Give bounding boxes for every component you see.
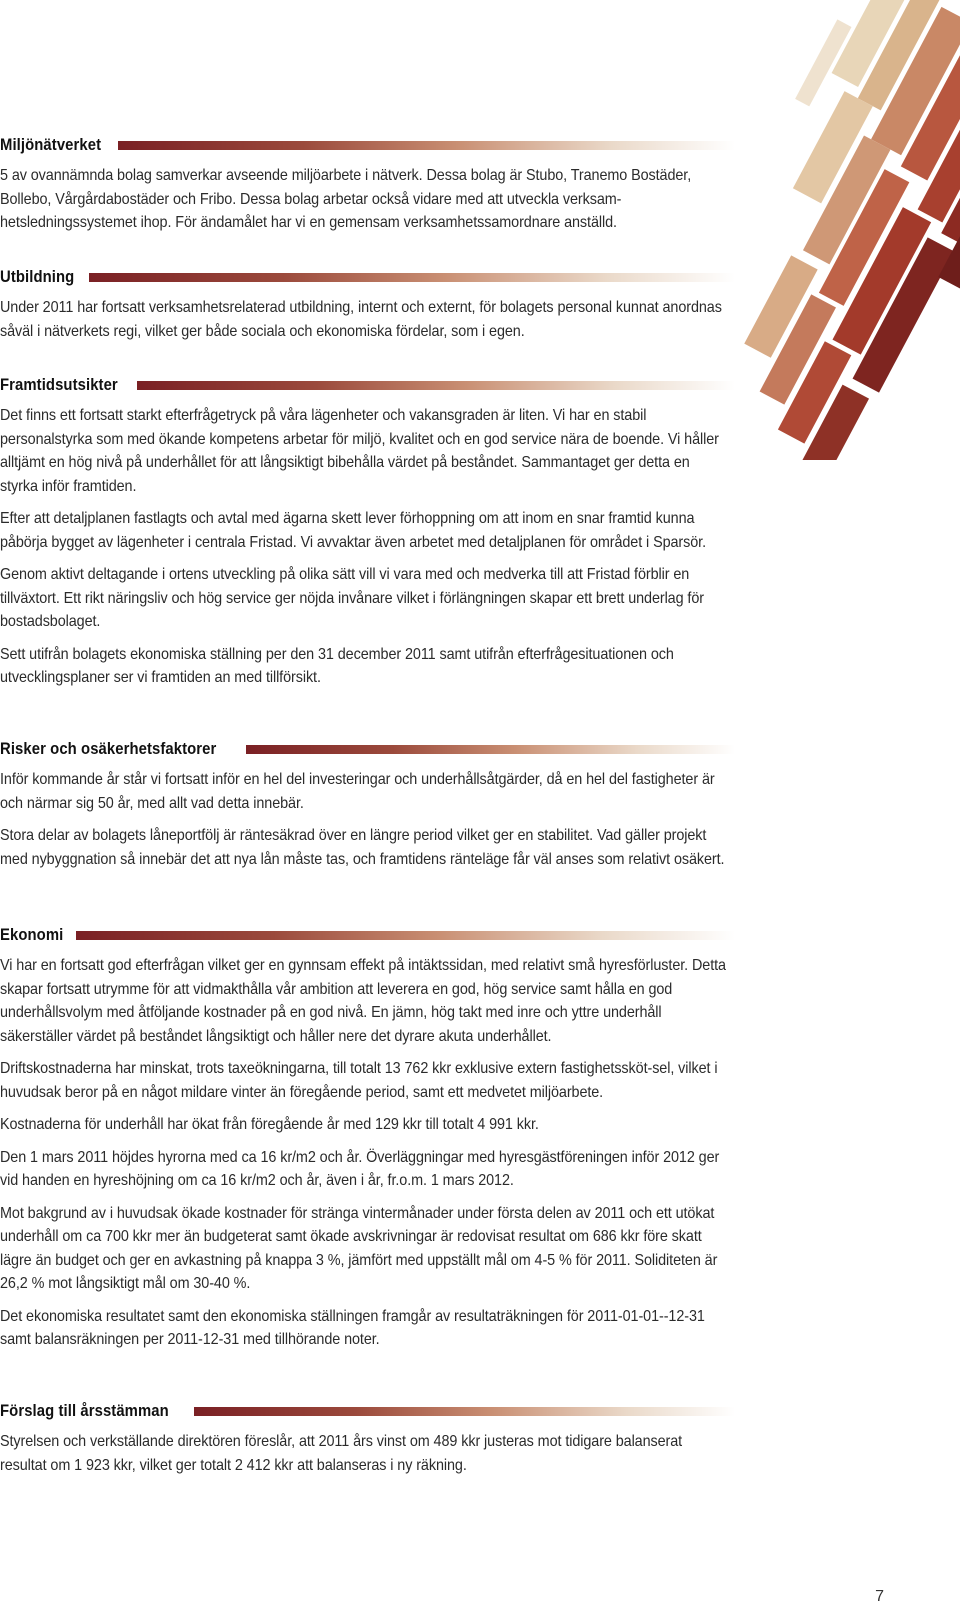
section-title: Risker och osäkerhetsfaktorer	[0, 739, 217, 758]
section-framtidsutsikter	[0, 374, 735, 699]
section-heading	[0, 924, 735, 946]
section-title: Framtidsutsikter	[0, 375, 118, 394]
bricks-illustration	[740, 0, 960, 460]
section-ekonomi	[0, 924, 735, 1361]
heading-gradient-bar	[118, 141, 735, 150]
paragraph: 5 av ovannämnda bolag samverkar avseende miljöarbete i nätverk. Dessa bolag är Stubo, Tranemo Bostäder, Bollebo, Vårgårdabostäder och Fribo. Dessa bolag arbetar också vidare med att utveckla verksam-hetsledningssystemet ihop. För ändamålet har vi en gemensam verksamhetssamordnare anställd.	[0, 167, 692, 231]
paragraph: Driftskostnaderna har minskat, trots taxeökningarna, till totalt 13 762 kkr exklusive extern fastighetssköt-sel, vilket i huvudsak beror på en något mildare vinter än föregående period, samt ett medvetet miljöarbete.	[0, 1060, 718, 1101]
section-title: Förslag till årsstämman	[0, 1401, 169, 1420]
paragraph: Styrelsen och verkställande direktören föreslår, att 2011 års vinst om 489 kkr justeras mot tidigare balanserat resultat om 1 923 kkr, vilket ger totalt 2 412 kkr att balanseras i ny räkning.	[0, 1433, 683, 1474]
section-title: Ekonomi	[0, 925, 64, 944]
heading-gradient-bar	[76, 931, 735, 940]
paragraph: Genom aktivt deltagande i ortens utveckling på olika sätt vill vi vara med och medverka till att Fristad förblir en tillväxtort. Ett rikt näringsliv och hög service ger nöjda invånare vilket i förlängningen skapar ett brett underlag för bostadsbolaget.	[0, 566, 704, 630]
section-heading	[0, 738, 735, 760]
paragraph: Vi har en fortsatt god efterfrågan vilket ger en gynnsam effekt på intäktssidan, med relativt små hyresförluster. Detta skapar fortsatt utrymme för att vidmakthålla vår ambition att leverera en god, hög service samt hålla en god underhållsvolym med åtföljande kostnader på en god nivå. En jämn, hög takt med inre och yttre underhåll säkerställer värdet på beståndet långsiktigt och håller nere det dyrare akuta underhållet.	[0, 957, 726, 1045]
paragraph: Det ekonomiska resultatet samt den ekonomiska ställningen framgår av resultaträkningen för 2011-01-01--12-31 samt balansräkningen per 2011-12-31 med tillhörande noter.	[0, 1307, 705, 1348]
paragraph: Inför kommande år står vi fortsatt inför en hel del investeringar och underhållsåtgärder, då en hel del fastigheter är och närmar sig 50 år, med allt vad detta innebär.	[0, 771, 715, 812]
section-heading	[0, 1400, 735, 1422]
paragraph: Kostnaderna för underhåll har ökat från föregående år med 129 kkr till totalt 4 991 kkr.	[0, 1116, 539, 1133]
section-forslag	[0, 1400, 735, 1486]
paragraph: Sett utifrån bolagets ekonomiska ställning per den 31 december 2011 samt utifrån efterfrågesituationen och utvecklingsplaner ser vi framtiden an med tillförsikt.	[0, 645, 674, 686]
section-miljonatverket	[0, 134, 735, 244]
paragraph: Den 1 mars 2011 höjdes hyrorna med ca 16 kr/m2 och år. Överläggningar med hyresgästföreningen inför 2012 ger vid handen en hyreshöjning om ca 16 kr/m2 och år, även i år, fr.o.m. 1 mars 2012.	[0, 1148, 720, 1189]
heading-gradient-bar	[246, 745, 735, 754]
heading-gradient-bar	[194, 1407, 735, 1416]
paragraph: Mot bakgrund av i huvudsak ökade kostnader för stränga vintermånader under första delen av 2011 och ett utökat underhåll om ca 700 kkr mer än budgeterat samt ökade avskrivningar är redovisat resultat om 686 kkr före skatt lägre än budget och ger en avkastning på knappa 3 %, jämfört med uppställt mål om 4-5 % för 2011. Soliditeten är 26,2 % mot långsiktigt mål om 30-40 %.	[0, 1204, 718, 1292]
paragraph: Efter att detaljplanen fastlagts och avtal med ägarna skett lever förhoppning om att inom en snar framtid kunna påbörja bygget av lägenheter i centrala Fristad. Vi avvaktar även arbetet med detaljplanen för området i Sparsör.	[0, 510, 706, 551]
paragraph: Det finns ett fortsatt starkt efterfrågetryck på våra lägenheter och vakansgraden är liten. Vi har en stabil personalstyrka som med ökande kompetens arbetar för miljö, kvalitet och en god service nära de boende. Vi håller alltjämt en hög nivå på underhållet för att långsiktigt bibehålla värdet på beståndet. Sammantaget ger detta en styrka inför framtiden.	[0, 407, 719, 495]
section-title: Utbildning	[0, 267, 75, 286]
page-number: 7	[875, 1588, 884, 1605]
section-heading	[0, 266, 735, 288]
section-title: Miljönätverket	[0, 135, 102, 154]
decorative-bricks-graphic	[740, 0, 960, 460]
section-heading	[0, 134, 735, 156]
heading-gradient-bar	[137, 381, 735, 390]
section-risker	[0, 738, 735, 880]
heading-gradient-bar	[89, 273, 735, 282]
paragraph: Stora delar av bolagets låneportfölj är räntesäkrad över en längre period vilket ger en stabilitet. Vad gäller projekt med nybyggnation så innebär det att nya lån måste tas, och framtidens ränteläge får väl anses som relativt osäkert.	[0, 827, 725, 868]
section-utbildning	[0, 266, 735, 352]
section-heading	[0, 374, 735, 396]
paragraph: Under 2011 har fortsatt verksamhetsrelaterad utbildning, internt och externt, för bolagets personal kunnat anordnas såväl i nätverkets regi, vilket ger både sociala och ekonomiska fördelar, som i egen.	[0, 299, 722, 340]
